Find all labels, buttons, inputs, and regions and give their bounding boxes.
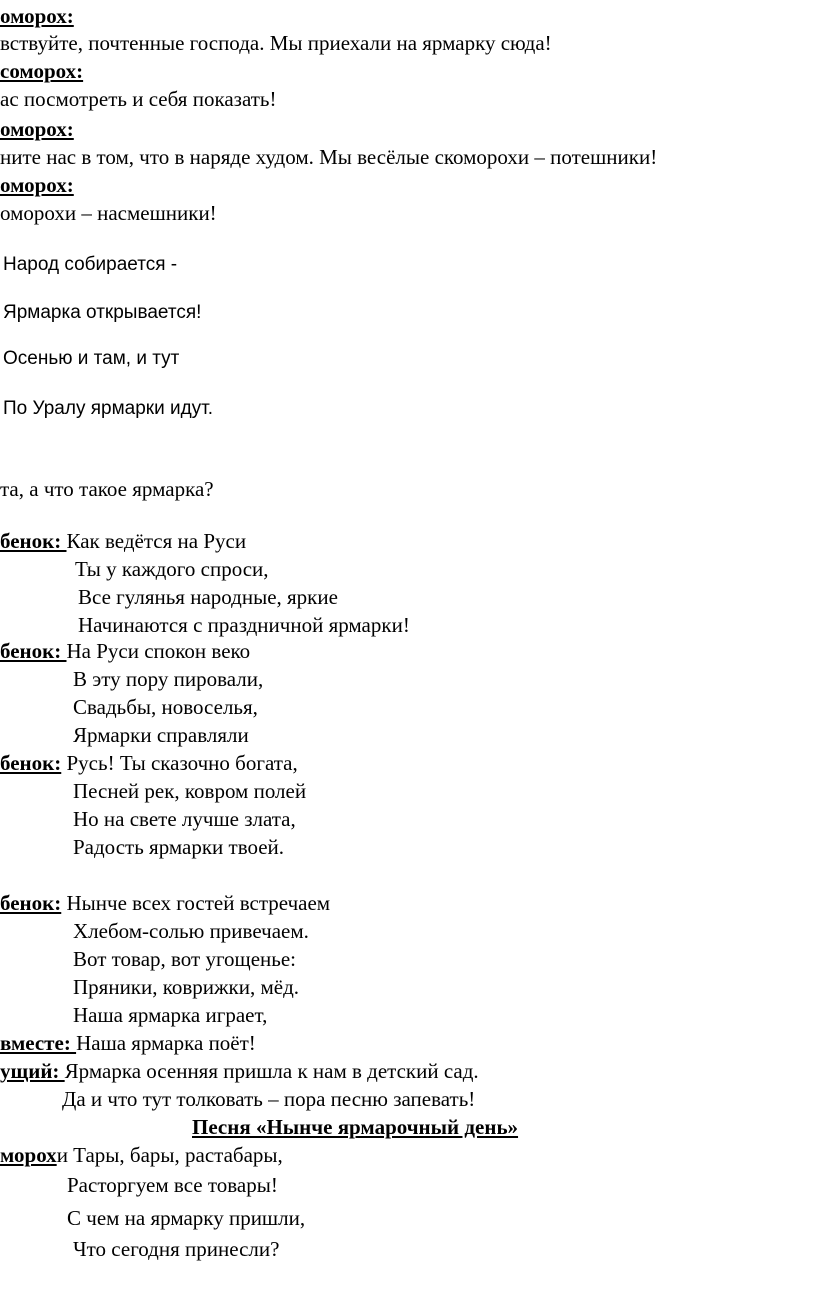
- dialogue-text: Ярмарка осенняя пришла к нам в детский сад.: [64, 1059, 479, 1083]
- verse-line: [3, 252, 177, 278]
- verse-text: Осенью и там, и тут: [3, 348, 180, 369]
- verse-line: [67, 1172, 278, 1198]
- dialogue-text: та, а что такое ярмарка?: [0, 477, 214, 501]
- speaker-line: [0, 638, 250, 664]
- speaker-line: [0, 1030, 256, 1056]
- song-title: [192, 1114, 518, 1140]
- verse-text: Что сегодня принесли?: [73, 1237, 280, 1261]
- verse-line: [73, 946, 296, 972]
- verse-text: Народ собирается -: [3, 254, 178, 275]
- dialogue-text: ните нас в том, что в наряде худом. Мы весёлые скоморохи – потешники!: [0, 145, 658, 169]
- speaker-line: [0, 172, 74, 198]
- verse-text: Но на свете лучше злата,: [73, 807, 296, 831]
- verse-line: [73, 1236, 279, 1262]
- verse-line: [73, 1002, 267, 1028]
- speaker-name: бенок:: [0, 529, 67, 553]
- speaker-name: бенок:: [0, 891, 62, 915]
- dialogue-text: Как ведётся на Руси: [66, 529, 247, 553]
- speaker-name: морох: [0, 1143, 57, 1167]
- verse-line: [73, 974, 299, 1000]
- verse-text: По Уралу ярмарки идут.: [3, 398, 214, 419]
- verse-line: [75, 556, 269, 582]
- dialogue-line: [0, 476, 214, 502]
- speaker-name: оморох:: [0, 117, 74, 141]
- dialogue-text: Русь! Ты сказочно богата,: [61, 751, 298, 775]
- dialogue-line: [0, 200, 217, 226]
- dialogue-text: Наша ярмарка поёт!: [76, 1031, 256, 1055]
- speaker-name: бенок:: [0, 751, 62, 775]
- verse-line: [73, 666, 263, 692]
- dialogue-line: [62, 1086, 475, 1112]
- dialogue-text: оморохи – насмешники!: [0, 201, 217, 225]
- verse-text: Свадьбы, новоселья,: [73, 695, 258, 719]
- dialogue-line: [0, 144, 657, 170]
- verse-text: Вот товар, вот угощенье:: [73, 947, 296, 971]
- verse-text: Радость ярмарки твоей.: [73, 835, 285, 859]
- speaker-line: [0, 116, 74, 142]
- speaker-name: ущий:: [0, 1059, 65, 1083]
- verse-line: [73, 918, 309, 944]
- verse-line: [73, 806, 296, 832]
- speaker-line: [0, 1058, 479, 1084]
- speaker-name: оморох:: [0, 4, 74, 28]
- speaker-line: [0, 58, 83, 84]
- dialogue-text: вствуйте, почтенные господа. Мы приехали на ярмарку сюда!: [0, 31, 552, 55]
- dialogue-line: [0, 86, 276, 112]
- verse-text: Расторгуем все товары!: [67, 1173, 278, 1197]
- verse-line: [73, 722, 249, 748]
- verse-line: [3, 300, 201, 326]
- speaker-line: [0, 528, 246, 554]
- verse-text: Все гулянья народные, яркие: [78, 585, 338, 609]
- dialogue-text: Нынче всех гостей встречаем: [61, 891, 331, 915]
- speaker-line: [0, 890, 330, 916]
- verse-line: [73, 778, 306, 804]
- verse-text: Пряники, коврижки, мёд.: [73, 975, 300, 999]
- verse-text: Наша ярмарка играет,: [73, 1003, 268, 1027]
- verse-text: Начинаются с праздничной ярмарки!: [78, 613, 410, 637]
- dialogue-line: [0, 30, 552, 56]
- verse-line: [78, 612, 410, 638]
- verse-text: Ярмарка открывается!: [3, 302, 202, 323]
- verse-line: [73, 694, 258, 720]
- dialogue-text: и Тары, бары, растабары,: [56, 1143, 283, 1167]
- dialogue-text: ас посмотреть и себя показать!: [0, 87, 277, 111]
- verse-text: С чем на ярмарку пришли,: [67, 1206, 306, 1230]
- verse-line: [78, 584, 338, 610]
- verse-text: Ярмарки справляли: [73, 723, 249, 747]
- speaker-line: [0, 3, 74, 29]
- dialogue-text: Да и что тут толковать – пора песню запевать!: [62, 1087, 476, 1111]
- dialogue-text: На Руси спокон веко: [66, 639, 251, 663]
- speaker-line: [0, 750, 298, 776]
- verse-line: [3, 346, 179, 372]
- song-title-text: Песня «Нынче ярмарочный день»: [192, 1115, 519, 1139]
- speaker-line: [0, 1142, 283, 1168]
- speaker-name: соморох:: [0, 59, 84, 83]
- verse-line: [67, 1205, 305, 1231]
- verse-line: [73, 834, 284, 860]
- verse-line: [3, 396, 213, 422]
- verse-text: Песней рек, ковром полей: [73, 779, 307, 803]
- speaker-name: бенок:: [0, 639, 67, 663]
- speaker-name: вместе:: [0, 1031, 77, 1055]
- verse-text: В эту пору пировали,: [73, 667, 264, 691]
- speaker-name: оморох:: [0, 173, 74, 197]
- verse-text: Ты у каждого спроси,: [75, 557, 269, 581]
- verse-text: Хлебом-солью привечаем.: [73, 919, 309, 943]
